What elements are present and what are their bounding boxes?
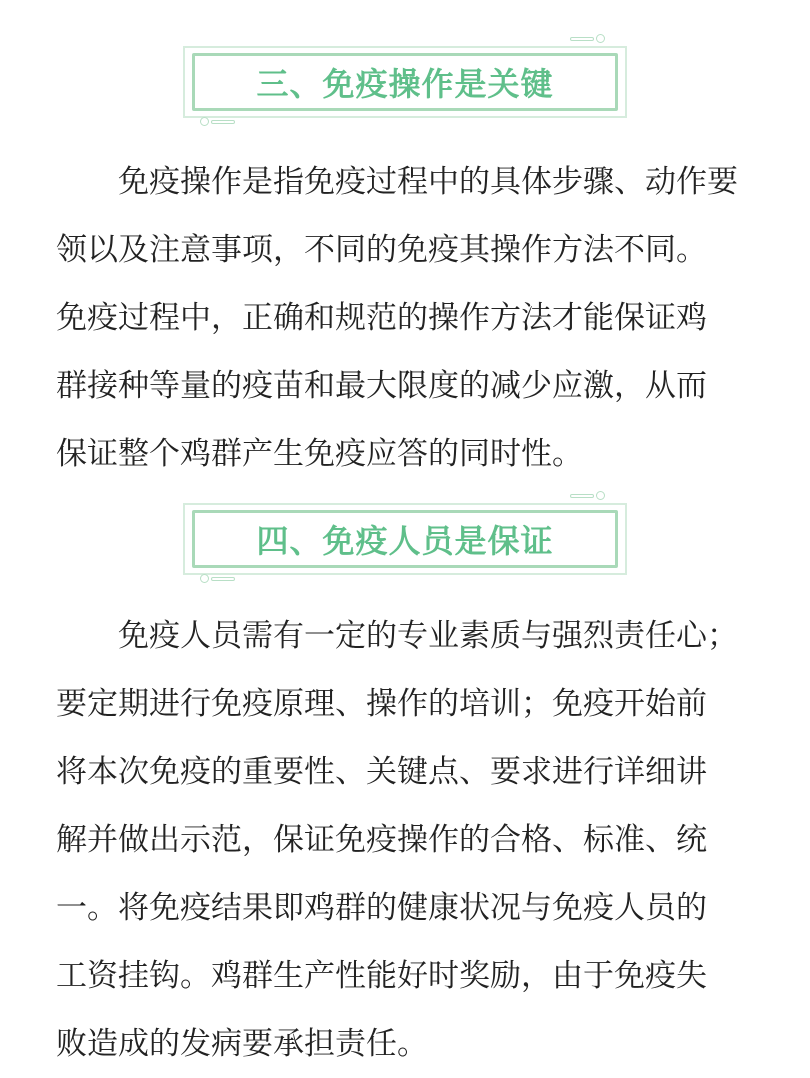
- heading-ornament-top-right: [570, 34, 610, 44]
- paragraph-line: 要定期进行免疫原理、操作的培训；免疫开始前: [56, 686, 707, 722]
- paragraph-line: 领以及注意事项，不同的免疫其操作方法不同。: [56, 232, 707, 268]
- paragraph-line: 一。将免疫结果即鸡群的健康状况与免疫人员的: [56, 890, 707, 926]
- section-4-heading: 四、免疫人员是保证: [256, 522, 554, 560]
- heading-ornament-top-right: [570, 491, 610, 501]
- heading-ornament-bottom-left: [200, 574, 240, 584]
- section-3-heading: 三、免疫操作是关键: [256, 65, 554, 103]
- paragraph-line: 将本次免疫的重要性、关键点、要求进行详细讲: [56, 754, 707, 790]
- section-3-paragraph: [56, 148, 762, 488]
- paragraph-line: 群接种等量的疫苗和最大限度的减少应激，从而: [56, 368, 707, 404]
- section-4-heading-box: [192, 510, 618, 568]
- paragraph-line: 败造成的发病要承担责任。: [56, 1026, 428, 1062]
- paragraph-line: 免疫操作是指免疫过程中的具体步骤、动作要: [56, 164, 738, 200]
- paragraph-line: 工资挂钩。鸡群生产性能好时奖励，由于免疫失: [56, 958, 707, 994]
- paragraph-line: 解并做出示范，保证免疫操作的合格、标准、统: [56, 822, 707, 858]
- paragraph-line: 免疫过程中，正确和规范的操作方法才能保证鸡: [56, 300, 707, 336]
- heading-ornament-bottom-left: [200, 117, 240, 127]
- paragraph-line: 免疫人员需有一定的专业素质与强烈责任心；: [56, 618, 738, 654]
- section-3-heading-box: [192, 53, 618, 111]
- section-4-paragraph: [56, 602, 762, 1078]
- paragraph-line: 保证整个鸡群产生免疫应答的同时性。: [56, 436, 583, 472]
